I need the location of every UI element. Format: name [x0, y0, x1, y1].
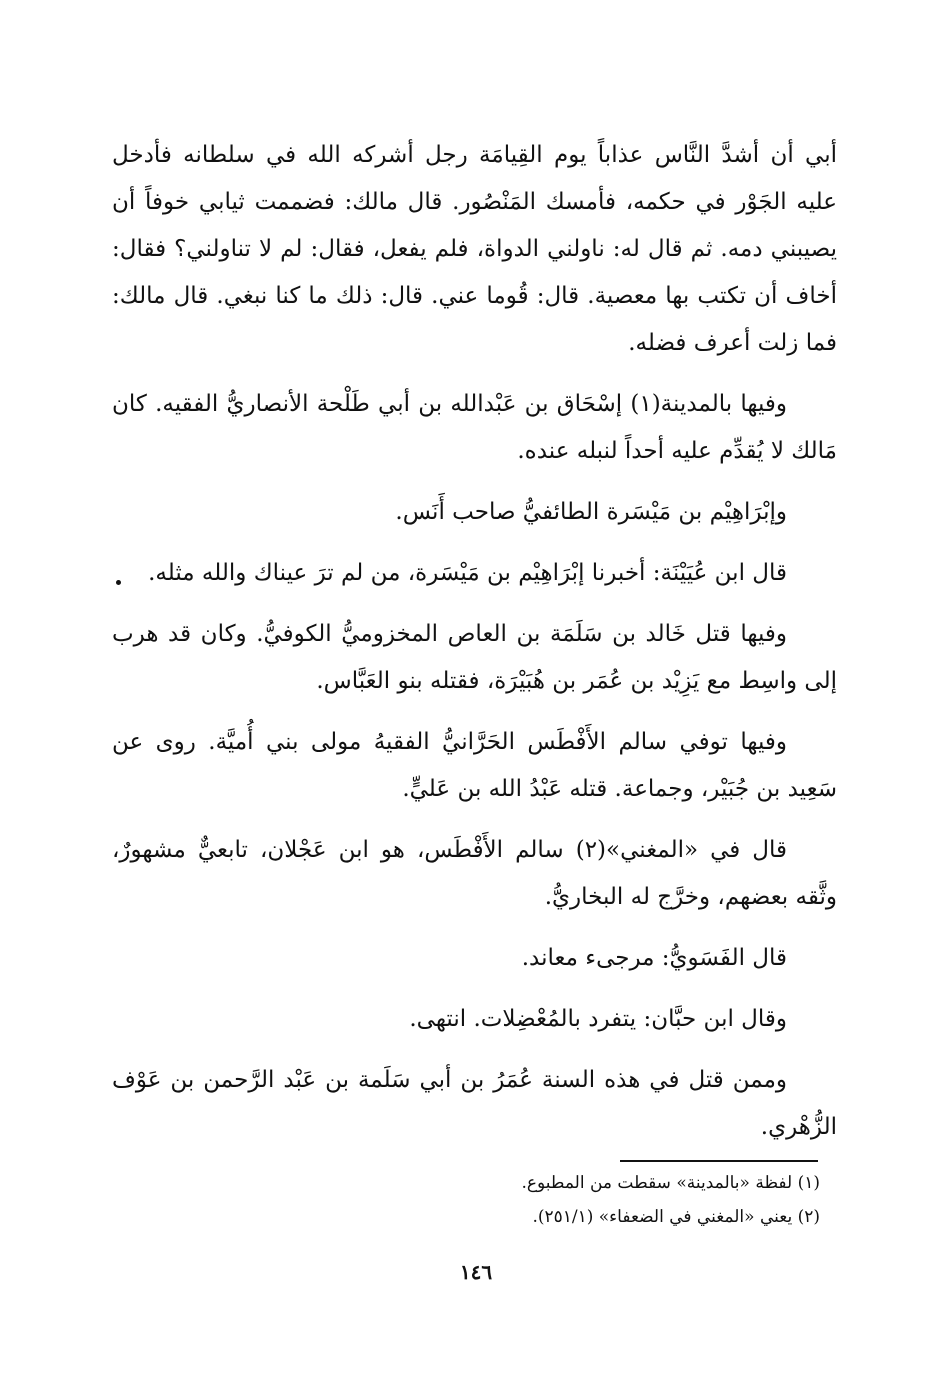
footnote-2: (٢) يعني «المغني في الضعفاء» (٢٥١/١). [532, 1207, 820, 1227]
paragraph-khalid-ibn-salama: وفيها قتل خَالد بن سَلَمَة بن العاص المخزوميُّ الكوفيُّ. وكان قد هرب إلى واسِط مع يَزِيْد بن عُمَر بن هُبَيْرَة، فقتله بنو العَبَّاس. [112, 621, 837, 694]
stray-ink-dot [116, 580, 121, 585]
paragraph-umar-ibn-abi-salama: وممن قتل في هذه السنة عُمَرُ بن أبي سَلَمة بن عَبْد الرَّحمن بن عَوْف الزُّهْري. [112, 1067, 837, 1140]
page-number: ١٤٦ [459, 1260, 493, 1284]
paragraph-al-fasawi-quote: قال الفَسَويُّ: مرجىء معاند. [521, 945, 787, 971]
paragraph-ibn-uyayna-quote: قال ابن عُيَيْنَة: أخبرنا إبْرَاهِيْم بن مَيْسَرة، من لم ترَ عيناك والله مثله. [148, 560, 787, 586]
paragraph-malik-story: أبي أن أشدَّ النَّاس عذاباً يوم القِيامَة رجل أشركه الله في سلطانه فأدخل عليه الجَوْر في حكمه، فأمسك المَنْصُور. قال مالك: فضممت ثيابي خوفاً أن يصيبني دمه. ثم قال له: ناولني الدواة، فلم يفعل، فقال: لم لا تناولني؟ فقال: أخاف أن تكتب بها معصية. قال: قُوما عني. قال: ذلك ما كنا نبغي. قال مالك: فما زلت أعرف فضله. [112, 142, 837, 356]
footnote-1: (١) لفظة «بالمدينة» سقطت من المطبوع. [521, 1173, 820, 1193]
paragraph-ibrahim-ibn-maysara: وإبْرَاهِيْم بن مَيْسَرة الطائفيُّ صاحب أَنَس. [395, 499, 787, 525]
footnote-divider [620, 1160, 818, 1162]
paragraph-ishaq-ibn-abdullah: وفيها بالمدينة(١) إسْحَاق بن عَبْدالله بن أبي طَلْحة الأنصاريُّ الفقيه. كان مَالك لا يُقدِّم عليه أحداً لنبله عنده. [112, 391, 837, 464]
main-text-block [112, 132, 837, 1151]
paragraph-salim-al-aftas: وفيها توفي سالم الأَفْطَس الحَرَّانيُّ الفقيهُ مولى بني أُميَّة. روى عن سَعِيد بن جُبَيْر، وجماعة. قتله عَبْدُ الله بن عَليٍّ. [112, 729, 837, 802]
paragraph-ibn-hibban-quote: وقال ابن حبَّان: يتفرد بالمُعْضِلات. انتهى. [409, 1006, 787, 1032]
footnotes-block [300, 1166, 820, 1234]
paragraph-al-mughni-quote: قال في «المغني»(٢) سالم الأَفْطَس، هو ابن عَجْلان، تابعيٌّ مشهورٌ، وثَّقه بعضهم، وخرَّج له البخاريُّ. [112, 837, 837, 910]
